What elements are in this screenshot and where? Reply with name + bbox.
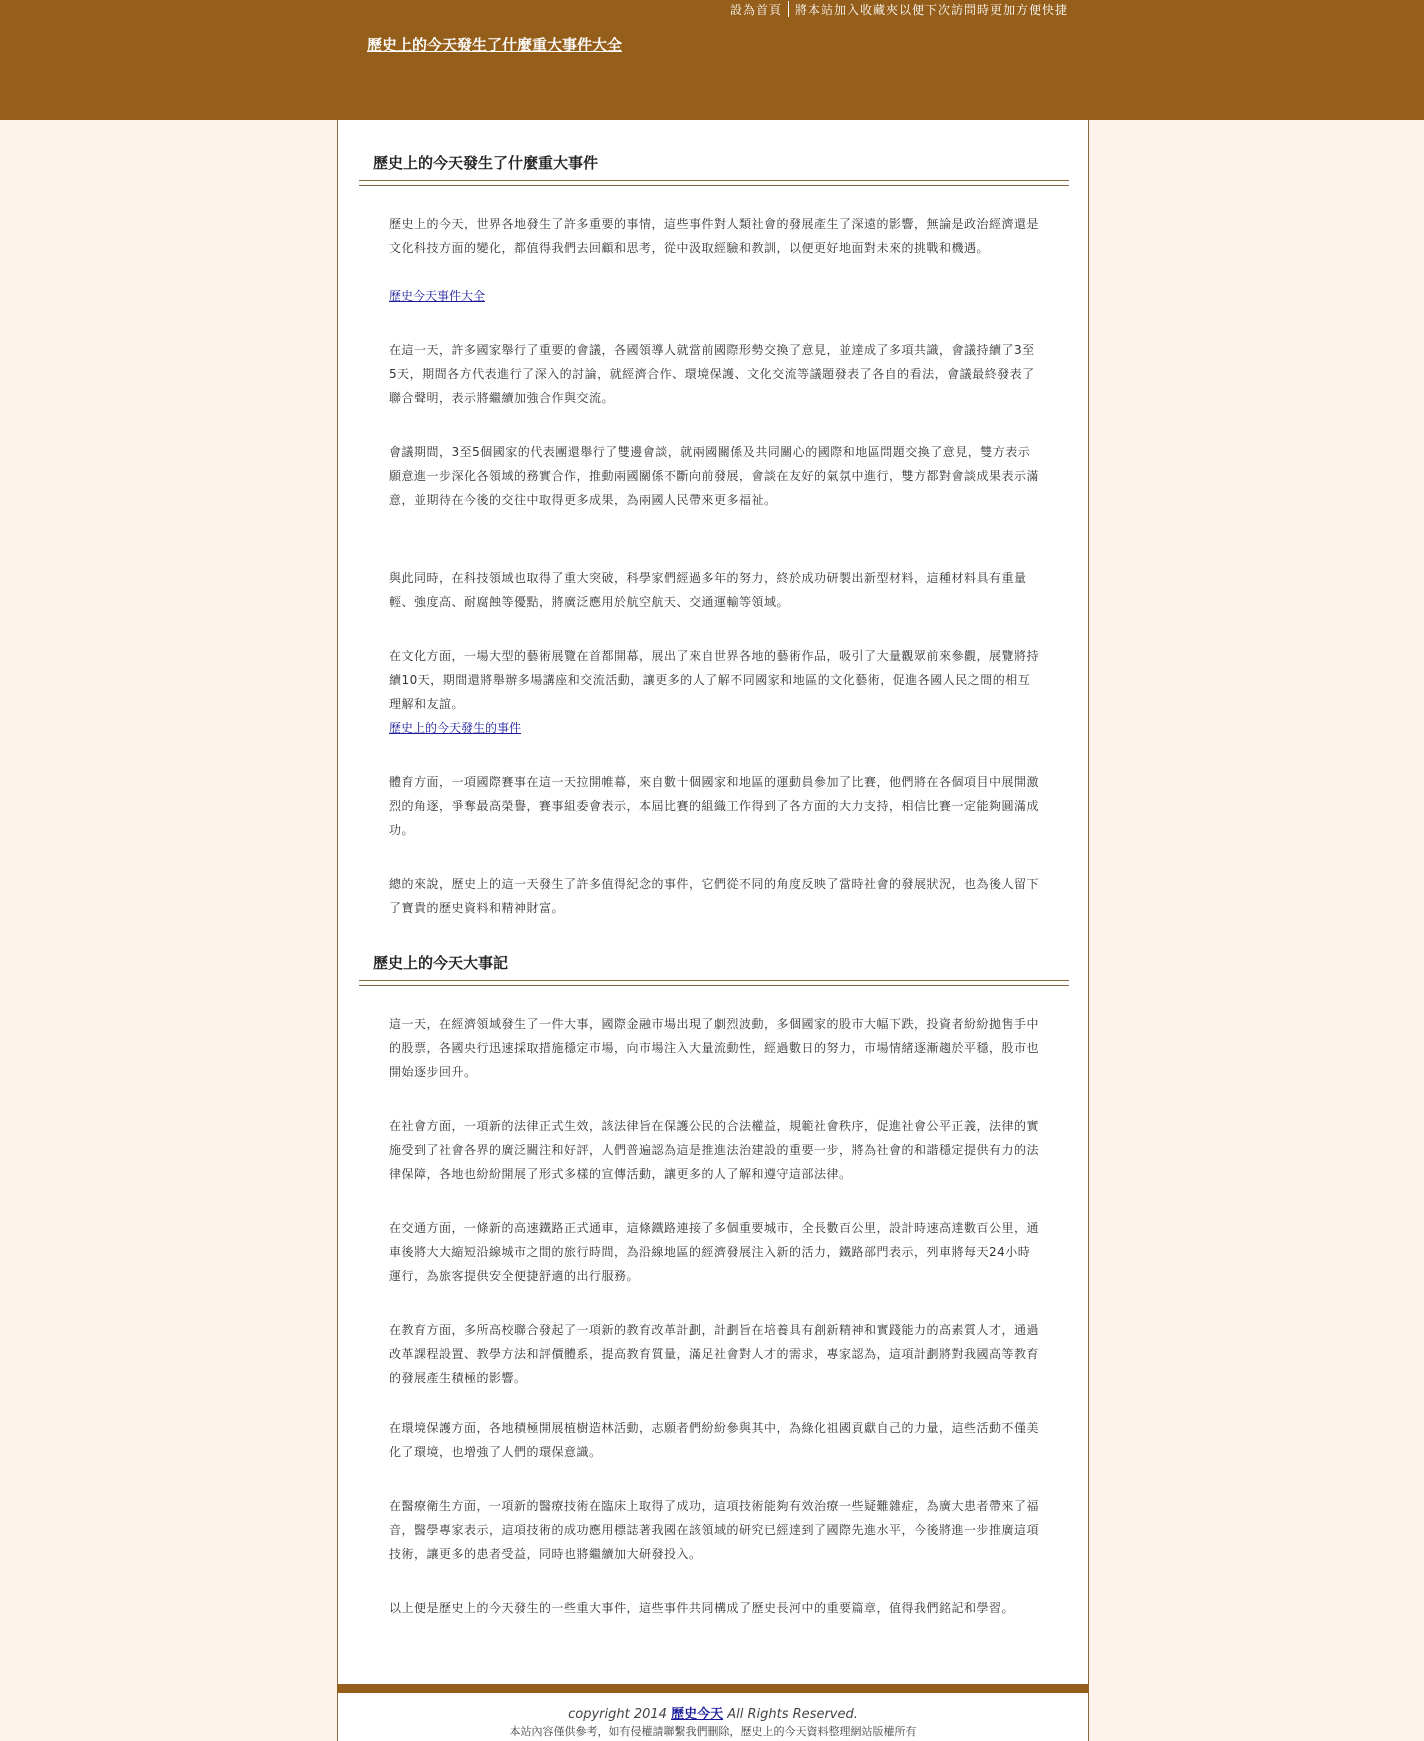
icp-notice: 本站內容僅供參考，如有侵權請聯繫我們刪除，歷史上的今天資料整理網站版權所有 [509, 1725, 917, 1738]
article-paragraph: 在文化方面，一場大型的藝術展覽在首都開幕，展出了來自世界各地的藝術作品，吸引了大量觀眾前來參觀，展覽將持續10天，期間還將舉辦多場講座和交流活動，讓更多的人了解不同國家和地區的文化藝術，促進各國人民之間的相互理解和友誼。 [389, 649, 1040, 711]
article-paragraph: 在醫療衛生方面，一項新的醫療技術在臨床上取得了成功，這項技術能夠有效治療一些疑難雜症，為廣大患者帶來了福音，醫學專家表示，這項技術的成功應用標誌著我國在該領域的研究已經達到了國際先進水平，今後將進一步推廣這項技術，讓更多的患者受益，同時也將繼續加大研發投入。 [389, 1499, 1040, 1561]
article-paragraph: 體育方面，一項國際賽事在這一天拉開帷幕，來自數十個國家和地區的運動員參加了比賽，他們將在各個項目中展開激烈的角逐，爭奪最高榮譽，賽事組委會表示，本屆比賽的組織工作得到了各方面的大力支持，相信比賽一定能夠圓滿成功。 [389, 775, 1040, 837]
article-paragraph: 歷史上的今天，世界各地發生了許多重要的事情，這些事件對人類社會的發展產生了深遠的影響，無論是政治經濟還是文化科技方面的變化，都值得我們去回顧和思考，從中汲取經驗和教訓，以便更好地面對未來的挑戰和機遇。 [389, 217, 1040, 255]
footer-bar [337, 1684, 1089, 1693]
article-paragraph: 與此同時，在科技領域也取得了重大突破，科學家們經過多年的努力，終於成功研製出新型材料，這種材料具有重量輕、強度高、耐腐蝕等優點，將廣泛應用於航空航天、交通運輸等領域。 [389, 571, 1027, 609]
related-link[interactable]: 歷史今天事件大全 [389, 289, 486, 303]
related-link[interactable]: 歷史上的今天發生的事件 [389, 721, 522, 735]
article-paragraph: 在環境保護方面，各地積極開展植樹造林活動，志願者們紛紛參與其中，為綠化祖國貢獻自己的力量，這些活動不僅美化了環境，也增強了人們的環保意識。 [389, 1421, 1040, 1459]
copyright-prefix: copyright 2014 [568, 1707, 667, 1722]
copyright-suffix: All Rights Reserved. [727, 1707, 858, 1722]
main-content [337, 120, 1089, 1684]
article-paragraph: 在這一天，許多國家舉行了重要的會議，各國領導人就當前國際形勢交換了意見，並達成了多項共識，會議持續了3至5天，期間各方代表進行了深入的討論，就經濟合作、環境保護、文化交流等議題發表了各自的看法，會議最終發表了聯合聲明，表示將繼續加強合作與交流。 [389, 343, 1035, 405]
site-footer [337, 1693, 1089, 1741]
section-divider [359, 180, 1069, 186]
footer-site-link[interactable]: 歷史今天 [671, 1707, 724, 1722]
section-title: 歷史上的今天大事記 [373, 954, 509, 972]
article-paragraph: 總的來說，歷史上的這一天發生了許多值得紀念的事件，它們從不同的角度反映了當時社會的發展狀況，也為後人留下了寶貴的歷史資料和精神財富。 [389, 877, 1040, 915]
article-paragraph: 會議期間，3至5個國家的代表團還舉行了雙邊會談，就兩國關係及共同關心的國際和地區問題交換了意見，雙方表示願意進一步深化各領域的務實合作，推動兩國關係不斷向前發展，會談在友好的氣氛中進行，雙方都對會談成果表示滿意，並期待在今後的交往中取得更多成果，為兩國人民帶來更多福祉。 [389, 445, 1040, 507]
section-divider [359, 980, 1069, 986]
add-favorite-link[interactable]: 將本站加入收藏夾以便下次訪問時更加方便快捷 [795, 2, 1069, 17]
article-paragraph: 這一天，在經濟領域發生了一件大事，國際金融市場出現了劇烈波動，多個國家的股市大幅下跌，投資者紛紛拋售手中的股票，各國央行迅速採取措施穩定市場，向市場注入大量流動性，經過數日的努力，市場情緒逐漸趨於平穩，股市也開始逐步回升。 [389, 1017, 1040, 1079]
article-paragraph: 在交通方面，一條新的高速鐵路正式通車，這條鐵路連接了多個重要城市，全長數百公里，設計時速高達數百公里，通車後將大大縮短沿線城市之間的旅行時間，為沿線地區的經濟發展注入新的活力，鐵路部門表示，列車將每天24小時運行，為旅客提供安全便捷舒適的出行服務。 [389, 1221, 1040, 1283]
set-homepage-link[interactable]: 設為首頁 [730, 2, 783, 17]
copyright-line [338, 1703, 1088, 1722]
nav-divider [788, 1, 789, 17]
article-paragraph: 以上便是歷史上的今天發生的一些重大事件，這些事件共同構成了歷史長河中的重要篇章，值得我們銘記和學習。 [389, 1601, 1015, 1615]
site-title-link[interactable]: 歷史上的今天發生了什麼重大事件大全 [367, 36, 623, 54]
article-paragraph: 在社會方面，一項新的法律正式生效，該法律旨在保護公民的合法權益，規範社會秩序，促進社會公平正義，法律的實施受到了社會各界的廣泛關注和好評，人們普遍認為這是推進法治建設的重要一步，將為社會的和諧穩定提供有力的法律保障，各地也紛紛開展了形式多樣的宣傳活動，讓更多的人了解和遵守這部法律。 [389, 1119, 1040, 1181]
article-paragraph: 在教育方面，多所高校聯合發起了一項新的教育改革計劃，計劃旨在培養具有創新精神和實踐能力的高素質人才，通過改革課程設置、教學方法和評價體系，提高教育質量，滿足社會對人才的需求，專家認為，這項計劃將對我國高等教育的發展產生積極的影響。 [389, 1323, 1040, 1385]
section-title: 歷史上的今天發生了什麼重大事件 [373, 154, 599, 172]
top-nav [730, 0, 1068, 18]
site-header [0, 0, 1424, 120]
